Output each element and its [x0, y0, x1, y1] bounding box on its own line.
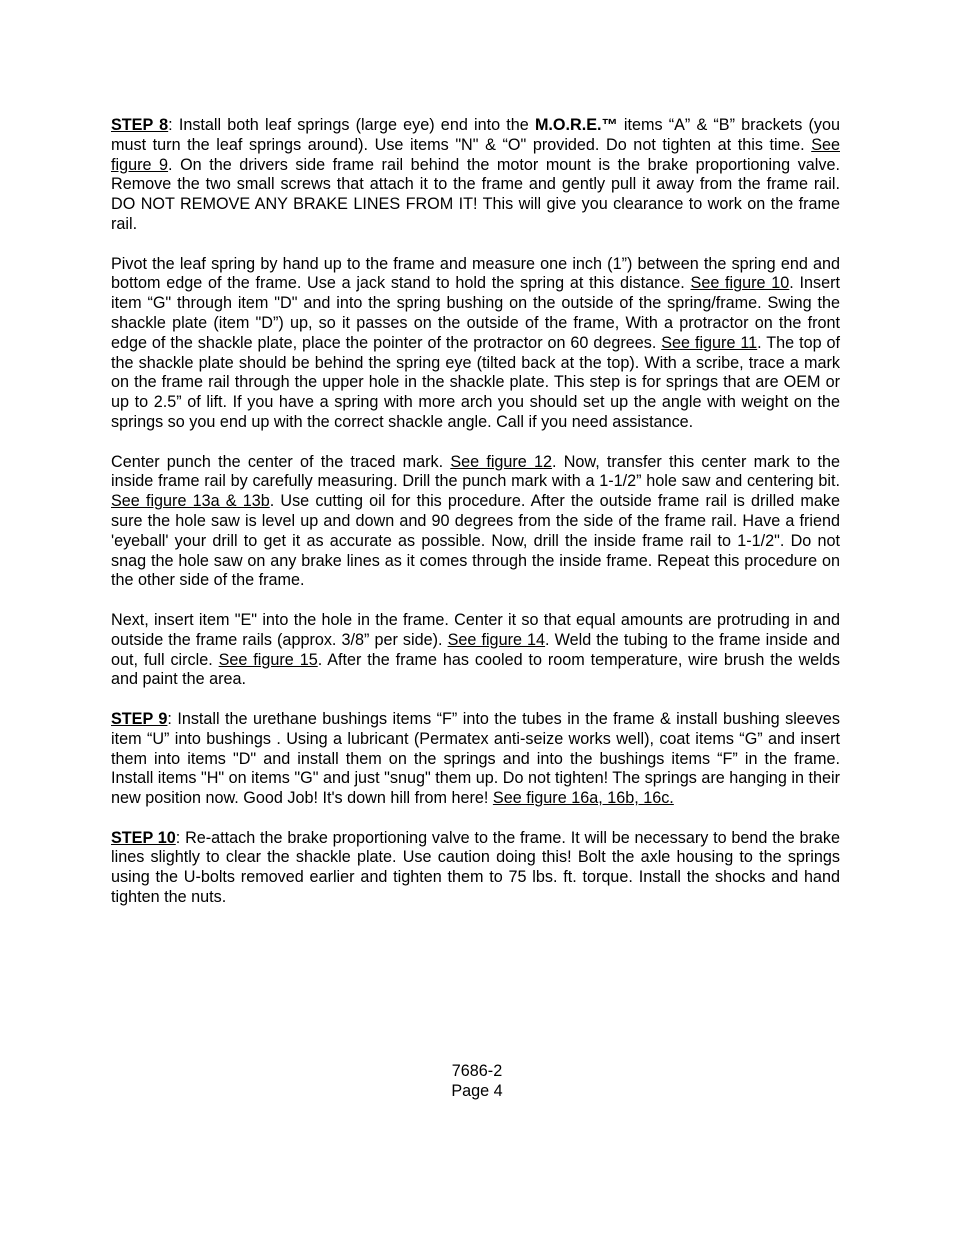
figure-reference: See figure 16a, 16b, 16c. [492, 789, 674, 808]
paragraph [111, 829, 840, 908]
paragraph-text: . After the frame has cooled to room temperature, wire brush the welds and paint the area. [111, 650, 840, 689]
paragraph-text: . Weld the tubing to the frame inside and out, full circle. [111, 630, 840, 669]
step-label: STEP 8 [111, 116, 169, 134]
paragraph [111, 710, 840, 809]
brand-name: M.O.R.E.™ [534, 116, 618, 134]
figure-reference: See figure 11 [661, 333, 758, 352]
paragraph-text: . Insert item “G" through item "D" and into the spring bushing on the outside of the spring/frame. Swing the shackle plate (item "D”) up, so it passes on the outside of the frame, With a protractor on the front edge of the shackle plate, place the pointer of the protractor on 60 degrees. [111, 274, 841, 352]
step-label: STEP 10 [111, 828, 176, 847]
page-footer [0, 1061, 954, 1101]
instructions-body [111, 116, 840, 928]
paragraph-text: . The top of the shackle plate should be behind the spring eye (tilted back at the top). With a scribe, trace a mark on the frame rail through the upper hole in the shackle plate. This step is for springs that are OEM or up to 2.5” of lift. If you have a spring with more arch you should set up the angle with weight on the springs so you end up with the correct shackle angle. Call if you need assistance. [111, 333, 840, 431]
paragraph-text: . On the drivers side frame rail behind the motor mount is the brake proportioning valve. Remove the two small screws that attach it to the frame and gently pull it away from the frame rail. DO NOT REMOVE ANY BRAKE LINES FROM IT! This will give you clearance to work on the frame rail. [111, 155, 840, 233]
figure-reference: See figure 12 [450, 452, 553, 471]
paragraph-text: Center punch the center of the traced mark. [111, 452, 451, 471]
paragraph [111, 611, 840, 690]
figure-reference: See figure 9 [111, 135, 840, 174]
paragraph-text: Pivot the leaf spring by hand up to the frame and measure one inch (1”) between the spring end and bottom edge of the frame. Use a jack stand to hold the spring at this distance. [111, 254, 840, 293]
paragraph-text: : Install both leaf springs (large eye) end into the [168, 116, 535, 134]
document-number: 7686-2 [451, 1062, 503, 1080]
paragraph [111, 453, 840, 592]
figure-reference: See figure 10 [690, 274, 790, 293]
figure-reference: See figure 15 [218, 650, 318, 669]
paragraph-text: Next, insert item "E" into the hole in the frame. Center it so that equal amounts are protruding in and outside the frame rails (approx. 3/8” per side). [111, 610, 840, 649]
paragraph [111, 255, 840, 433]
paragraph-text: : Re-attach the brake proportioning valve to the frame. It will be necessary to bend the brake lines slightly to clear the shackle plate. Use caution doing this! Bolt the axle housing to the springs using the U-bolts removed earlier and tighten them to 75 lbs. ft. torque. Install the shocks and hand tighten the nuts. [111, 828, 840, 907]
paragraph-text: items “A” & “B” brackets (you must turn the leaf springs around). Use items "N" & “O" provided. Do not tighten at this time. [111, 116, 841, 154]
figure-reference: See figure 14 [447, 630, 546, 649]
page-number: Page 4 [451, 1082, 503, 1100]
paragraph-text: : Install the urethane bushings items “F” into the tubes in the frame & install bushing sleeves item “U” into bushings . Using a lubricant (Permatex anti-seize works well), coat items “G” and insert them into items "D" and install them on the springs and into the bushings items “F” in the frame. Install items "H" on items "G" and just "snug" them up. Do not tighten! The springs are hanging in their new position now. Good Job! It's down hill from here! [111, 709, 840, 808]
figure-reference: See figure 13a & 13b [111, 492, 270, 511]
step-label: STEP 9 [111, 709, 168, 728]
paragraph [111, 116, 840, 235]
paragraph-text: . Use cutting oil for this procedure. After the outside frame rail is drilled make sure the hole saw is level up and down and 90 degrees from the side of the frame rail. Have a friend 'eyeball' your drill to get it as accurate as possible. Now, drill the inside frame rail to 1-1/2". Do not snag the hole saw on any brake lines as it comes through the inside frame. Repeat this procedure on the other side of the frame. [111, 492, 840, 590]
paragraph-text: . Now, transfer this center mark to the inside frame rail by carefully measuring. Drill the punch mark with a 1-1/2” hole saw and centering bit. [111, 452, 841, 491]
